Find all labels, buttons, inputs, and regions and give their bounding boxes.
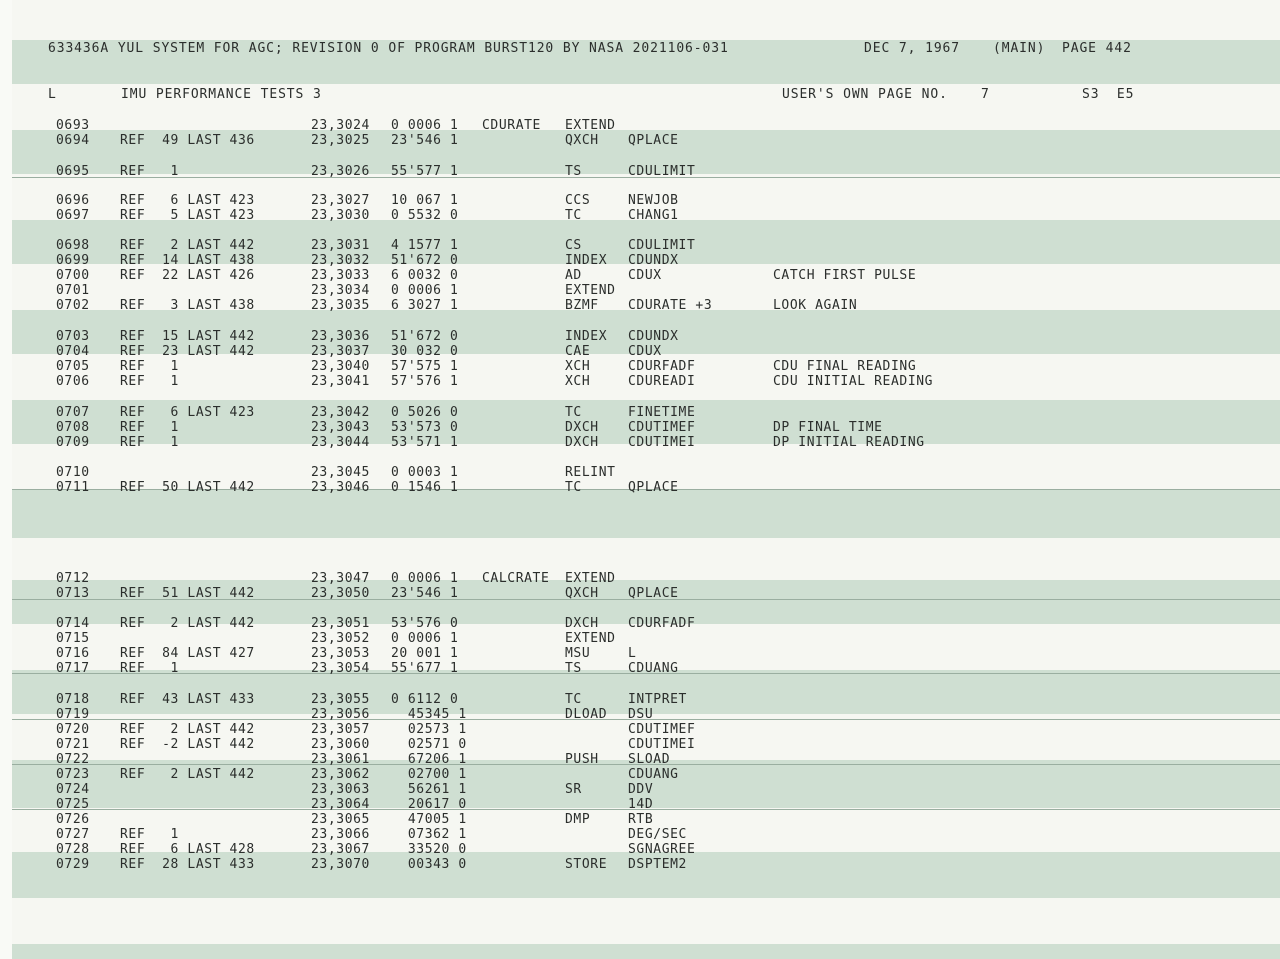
line-address: 23,3040 [311,359,370,374]
line-word: 55'577 1 [391,164,459,179]
line-word: 20617 0 [391,797,467,812]
line-seq: 0694 [56,133,90,148]
line-operand: CDUTIMEF [628,722,696,737]
line-address: 23,3045 [311,465,370,480]
line-address: 23,3064 [311,797,370,812]
line-comment: CATCH FIRST PULSE [773,268,917,283]
line-ref: REF 2 LAST 442 [120,616,255,631]
header-page-number: PAGE 442 [1062,41,1132,56]
line-seq: 0698 [56,238,90,253]
line-seq: 0713 [56,586,90,601]
line-word: 47005 1 [391,812,467,827]
line-operand: CHANG1 [628,208,679,223]
line-address: 23,3047 [311,571,370,586]
line-seq: 0693 [56,118,90,133]
line-seq: 0695 [56,164,90,179]
line-address: 23,3037 [311,344,370,359]
line-opcode: DXCH [565,435,599,450]
line-operand: CDUANG [628,661,679,676]
line-word: 0 1546 1 [391,480,459,495]
line-opcode: TC [565,480,582,495]
line-address: 23,3044 [311,435,370,450]
line-address: 23,3043 [311,420,370,435]
line-word: 53'573 0 [391,420,459,435]
line-operand: CDUX [628,268,662,283]
line-opcode: INDEX [565,329,608,344]
line-seq: 0718 [56,692,90,707]
page-left-margin [0,0,12,959]
line-seq: 0704 [56,344,90,359]
line-word: 0 0006 1 [391,631,459,646]
line-address: 23,3066 [311,827,370,842]
line-word: 0 6112 0 [391,692,459,707]
line-operand: DSU [628,707,654,722]
line-address: 23,3034 [311,283,370,298]
line-seq: 0709 [56,435,90,450]
line-address: 23,3026 [311,164,370,179]
line-ref: REF 43 LAST 433 [120,692,255,707]
line-ref: REF 1 [120,827,179,842]
line-word: 20 001 1 [391,646,459,661]
line-operand: CDUREADI [628,374,696,389]
line-word: 51'672 0 [391,253,459,268]
line-operand: SLOAD [628,752,671,767]
line-ref: REF 1 [120,661,179,676]
line-ref: REF 2 LAST 442 [120,238,255,253]
line-operand: RTB [628,812,654,827]
header-main: (MAIN) [993,41,1046,56]
line-operand: CDURFADF [628,359,696,374]
line-seq: 0711 [56,480,90,495]
line-address: 23,3041 [311,374,370,389]
line-ref: REF 1 [120,435,179,450]
line-ref: REF 1 [120,164,179,179]
line-address: 23,3054 [311,661,370,676]
subheader-codes: S3 E5 [1082,87,1135,102]
line-word: 57'576 1 [391,374,459,389]
line-word: 0 5026 0 [391,405,459,420]
line-address: 23,3027 [311,193,370,208]
line-operand: QPLACE [628,480,679,495]
line-address: 23,3046 [311,480,370,495]
line-operand: CDURATE +3 [628,298,713,313]
line-word: 53'576 0 [391,616,459,631]
line-ref: REF 3 LAST 438 [120,298,255,313]
line-seq: 0716 [56,646,90,661]
line-operand: INTPRET [628,692,687,707]
line-address: 23,3070 [311,857,370,872]
line-word: 4 1577 1 [391,238,459,253]
line-seq: 0727 [56,827,90,842]
line-ref: REF 50 LAST 442 [120,480,255,495]
subheader-section: IMU PERFORMANCE TESTS 3 [121,87,322,102]
line-operand: CDUANG [628,767,679,782]
line-comment: CDU INITIAL READING [773,374,934,389]
greenbar-band [12,944,1280,959]
line-word: 02571 0 [391,737,467,752]
line-address: 23,3056 [311,707,370,722]
line-operand: CDUTIMEI [628,435,696,450]
line-label: CDURATE [482,118,541,133]
line-opcode: QXCH [565,586,599,601]
line-seq: 0696 [56,193,90,208]
line-seq: 0701 [56,283,90,298]
header-title: 633436A YUL SYSTEM FOR AGC; REVISION 0 OF PROGRAM BURST120 BY NASA 2021106-031 [48,41,729,56]
line-address: 23,3025 [311,133,370,148]
line-address: 23,3030 [311,208,370,223]
line-opcode: PUSH [565,752,599,767]
line-word: 10 067 1 [391,193,459,208]
line-ref: REF 1 [120,420,179,435]
line-seq: 0728 [56,842,90,857]
line-word: 51'672 0 [391,329,459,344]
line-seq: 0719 [56,707,90,722]
line-ref: REF 28 LAST 433 [120,857,255,872]
line-word: 6 0032 0 [391,268,459,283]
line-operand: QPLACE [628,586,679,601]
line-address: 23,3031 [311,238,370,253]
line-ref: REF 6 LAST 423 [120,193,255,208]
line-seq: 0721 [56,737,90,752]
line-ref: REF 2 LAST 442 [120,767,255,782]
line-seq: 0697 [56,208,90,223]
line-seq: 0700 [56,268,90,283]
line-opcode: TS [565,661,582,676]
line-seq: 0725 [56,797,90,812]
line-operand: L [628,646,637,661]
line-opcode: EXTEND [565,571,616,586]
line-word: 0 5532 0 [391,208,459,223]
line-seq: 0729 [56,857,90,872]
line-operand: CDUNDX [628,253,679,268]
line-operand: SGNAGREE [628,842,696,857]
line-comment: CDU FINAL READING [773,359,917,374]
line-seq: 0715 [56,631,90,646]
line-opcode: TS [565,164,582,179]
line-opcode: SR [565,782,582,797]
line-operand: NEWJOB [628,193,679,208]
subheader-users-page-label: USER'S OWN PAGE NO. [782,87,948,102]
line-operand: CDUX [628,344,662,359]
line-label: CALCRATE [482,571,550,586]
line-seq: 0722 [56,752,90,767]
line-operand: CDUTIMEF [628,420,696,435]
line-seq: 0717 [56,661,90,676]
line-address: 23,3032 [311,253,370,268]
line-address: 23,3035 [311,298,370,313]
line-opcode: MSU [565,646,591,661]
subheader-users-page-number: 7 [981,87,990,102]
line-seq: 0723 [56,767,90,782]
line-address: 23,3067 [311,842,370,857]
line-opcode: EXTEND [565,118,616,133]
line-opcode: RELINT [565,465,616,480]
line-address: 23,3024 [311,118,370,133]
line-operand: 14D [628,797,654,812]
line-address: 23,3060 [311,737,370,752]
line-address: 23,3062 [311,767,370,782]
header-date: DEC 7, 1967 [864,41,960,56]
line-address: 23,3065 [311,812,370,827]
line-ref: REF 22 LAST 426 [120,268,255,283]
line-address: 23,3050 [311,586,370,601]
line-opcode: CS [565,238,582,253]
line-word: 33520 0 [391,842,467,857]
line-seq: 0706 [56,374,90,389]
line-word: 30 032 0 [391,344,459,359]
line-address: 23,3036 [311,329,370,344]
line-word: 6 3027 1 [391,298,459,313]
line-address: 23,3053 [311,646,370,661]
line-ref: REF 1 [120,359,179,374]
line-operand: QPLACE [628,133,679,148]
line-address: 23,3051 [311,616,370,631]
line-operand: CDULIMIT [628,164,696,179]
line-opcode: QXCH [565,133,599,148]
line-operand: CDURFADF [628,616,696,631]
line-word: 0 0006 1 [391,283,459,298]
line-opcode: INDEX [565,253,608,268]
line-ref: REF 14 LAST 438 [120,253,255,268]
line-address: 23,3033 [311,268,370,283]
line-word: 07362 1 [391,827,467,842]
line-ref: REF 23 LAST 442 [120,344,255,359]
line-word: 23'546 1 [391,586,459,601]
line-address: 23,3052 [311,631,370,646]
line-operand: CDULIMIT [628,238,696,253]
line-seq: 0703 [56,329,90,344]
line-address: 23,3061 [311,752,370,767]
subheader-flag: L [48,87,57,102]
line-opcode: STORE [565,857,608,872]
line-ref: REF 6 LAST 423 [120,405,255,420]
line-word: 23'546 1 [391,133,459,148]
line-seq: 0726 [56,812,90,827]
line-seq: 0707 [56,405,90,420]
line-seq: 0708 [56,420,90,435]
line-opcode: AD [565,268,582,283]
line-seq: 0720 [56,722,90,737]
line-opcode: CAE [565,344,591,359]
line-operand: FINETIME [628,405,696,420]
line-opcode: DLOAD [565,707,608,722]
line-ref: REF 15 LAST 442 [120,329,255,344]
line-opcode: EXTEND [565,283,616,298]
line-opcode: TC [565,405,582,420]
line-seq: 0702 [56,298,90,313]
line-ref: REF 84 LAST 427 [120,646,255,661]
line-word: 57'575 1 [391,359,459,374]
line-opcode: DMP [565,812,591,827]
line-operand: CDUNDX [628,329,679,344]
line-word: 53'571 1 [391,435,459,450]
greenbar-band [12,490,1280,538]
line-opcode: TC [565,208,582,223]
line-seq: 0712 [56,571,90,586]
line-operand: CDUTIMEI [628,737,696,752]
line-seq: 0705 [56,359,90,374]
line-address: 23,3042 [311,405,370,420]
line-opcode: EXTEND [565,631,616,646]
line-comment: LOOK AGAIN [773,298,858,313]
line-seq: 0724 [56,782,90,797]
line-word: 00343 0 [391,857,467,872]
line-operand: DEG/SEC [628,827,687,842]
line-word: 02573 1 [391,722,467,737]
line-ref: REF 2 LAST 442 [120,722,255,737]
line-operand: DDV [628,782,654,797]
line-ref: REF 1 [120,374,179,389]
line-seq: 0710 [56,465,90,480]
line-ref: REF 49 LAST 436 [120,133,255,148]
line-address: 23,3055 [311,692,370,707]
line-word: 55'677 1 [391,661,459,676]
line-address: 23,3063 [311,782,370,797]
line-word: 67206 1 [391,752,467,767]
line-opcode: DXCH [565,420,599,435]
line-seq: 0699 [56,253,90,268]
line-opcode: BZMF [565,298,599,313]
line-word: 0 0006 1 [391,118,459,133]
line-word: 0 0006 1 [391,571,459,586]
line-address: 23,3057 [311,722,370,737]
line-word: 56261 1 [391,782,467,797]
line-opcode: DXCH [565,616,599,631]
line-opcode: CCS [565,193,591,208]
line-opcode: TC [565,692,582,707]
line-ref: REF 51 LAST 442 [120,586,255,601]
line-ref: REF 5 LAST 423 [120,208,255,223]
line-seq: 0714 [56,616,90,631]
line-word: 0 0003 1 [391,465,459,480]
line-operand: DSPTEM2 [628,857,687,872]
line-word: 02700 1 [391,767,467,782]
line-word: 45345 1 [391,707,467,722]
line-comment: DP FINAL TIME [773,420,883,435]
line-opcode: XCH [565,359,591,374]
line-ref: REF -2 LAST 442 [120,737,255,752]
line-ref: REF 6 LAST 428 [120,842,255,857]
line-opcode: XCH [565,374,591,389]
line-comment: DP INITIAL READING [773,435,925,450]
